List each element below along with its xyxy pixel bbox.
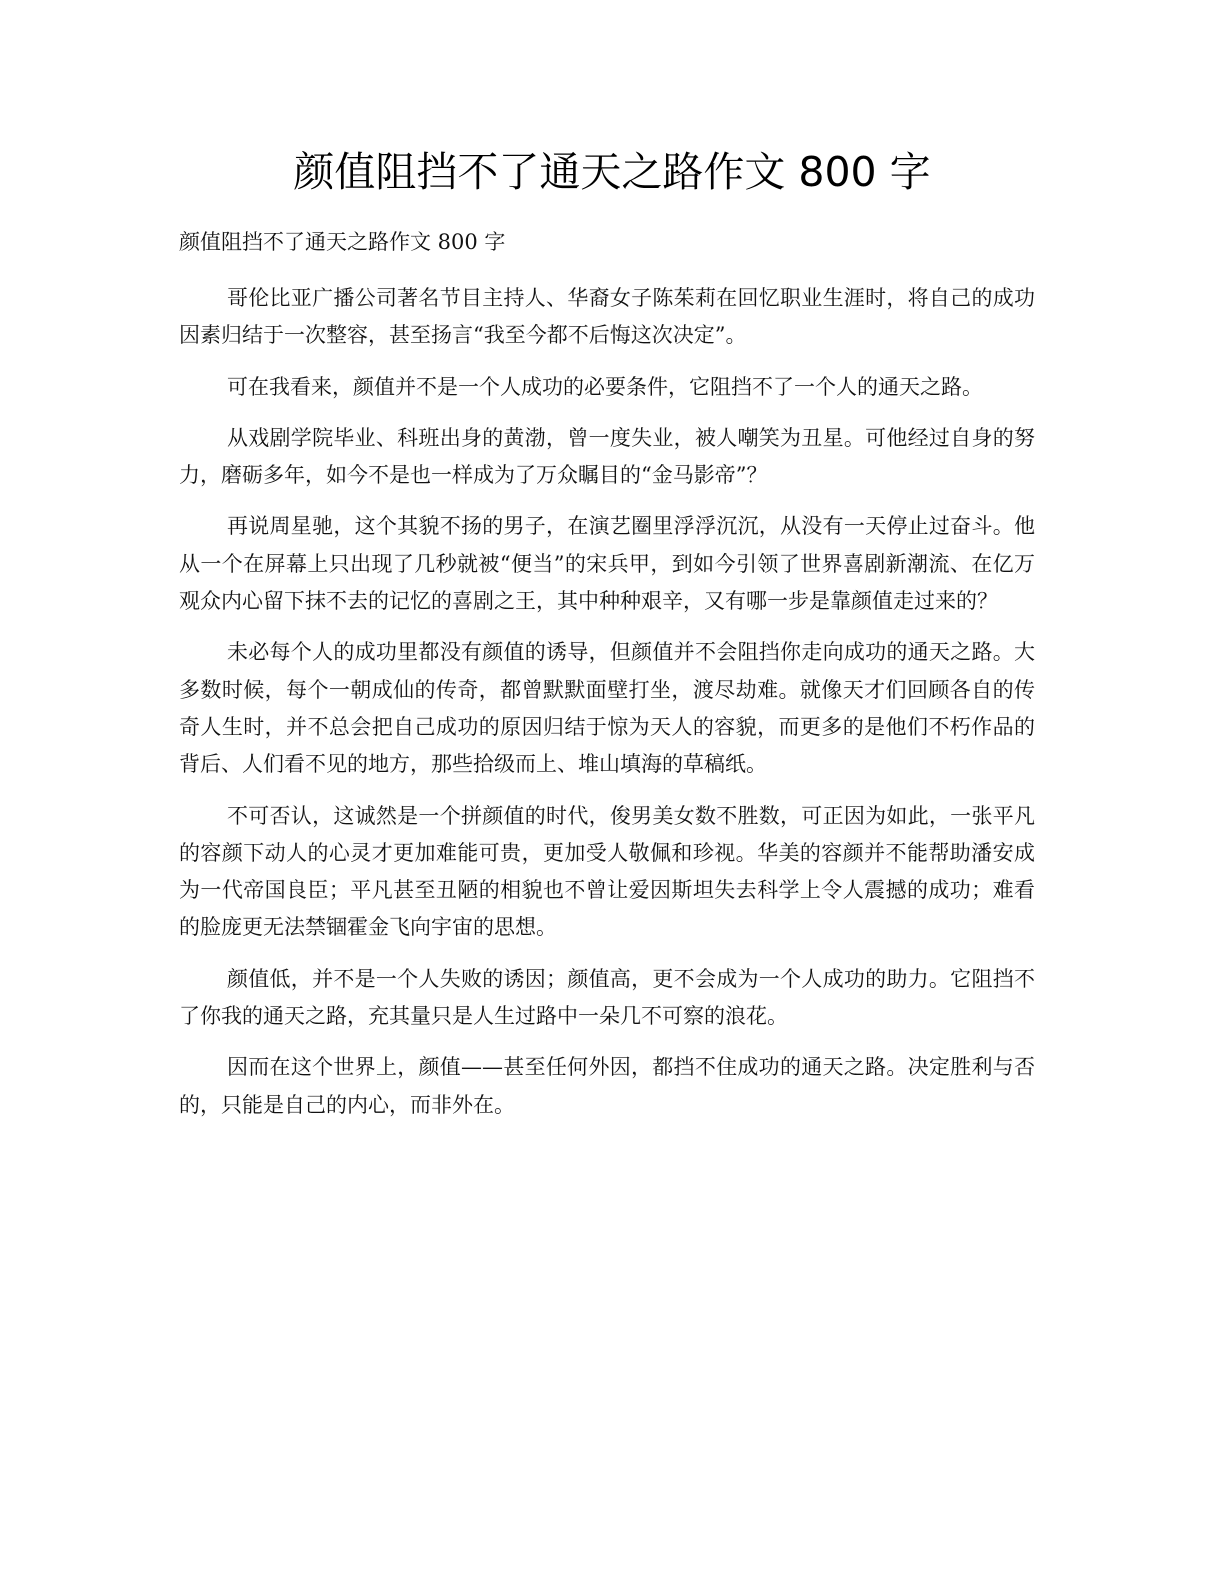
paragraph: 因而在这个世界上，颜值——甚至任何外因，都挡不住成功的通天之路。决定胜利与否的，只能是自己的内心，而非外在。 bbox=[179, 1055, 1035, 1117]
paragraph: 可在我看来，颜值并不是一个人成功的必要条件，它阻挡不了一个人的通天之路。 bbox=[227, 374, 983, 399]
paragraph: 不可否认，这诚然是一个拼颜值的时代，俊男美女数不胜数，可正因为如此，一张平凡的容颜下动人的心灵才更加难能可贵，更加受人敬佩和珍视。华美的容颜并不能帮助潘安成为一代帝国良臣；平凡甚至丑陋的相貌也不曾让爱因斯坦失去科学上令人震撼的成功；难看的脸庞更无法禁锢霍金飞向宇宙的思想。 bbox=[179, 803, 1035, 940]
paragraph: 颜值低，并不是一个人失败的诱因；颜值高，更不会成为一个人成功的助力。它阻挡不了你我的通天之路，充其量只是人生过路中一朵几不可察的浪花。 bbox=[179, 966, 1035, 1029]
paragraph: 未必每个人的成功里都没有颜值的诱导，但颜值并不会阻挡你走向成功的通天之路。大多数时候，每个一朝成仙的传奇，都曾默默面壁打坐，渡尽劫难。就像天才们回顾各自的传奇人生时，并不总会把自己成功的原因归结于惊为天人的容貌，而更多的是他们不朽作品的背后、人们看不见的地方，那些拾级而上、堆山填海的草稿纸。 bbox=[179, 640, 1035, 777]
paragraph: 从戏剧学院毕业、科班出身的黄渤，曾一度失业，被人嘲笑为丑星。可他经过自身的努力，磨砺多年，如今不是也一样成为了万众瞩目的“金马影帝”？ bbox=[179, 425, 1035, 488]
article-subtitle: 颜值阻挡不了通天之路作文 800 字 bbox=[179, 230, 506, 254]
page-title: 颜值阻挡不了通天之路作文 800 字 bbox=[293, 148, 931, 196]
paragraph: 再说周星驰，这个其貌不扬的男子，在演艺圈里浮浮沉沉，从没有一天停止过奋斗。他从一个在屏幕上只出现了几秒就被“便当”的宋兵甲，到如今引领了世界喜剧新潮流、在亿万观众内心留下抹不去的记忆的喜剧之王，其中种种艰辛，又有哪一步是靠颜值走过来的？ bbox=[179, 514, 1035, 614]
article-body bbox=[179, 224, 1035, 1124]
paragraph: 哥伦比亚广播公司著名节目主持人、华裔女子陈茱莉在回忆职业生涯时，将自己的成功因素归结于一次整容，甚至扬言“我至今都不后悔这次决定”。 bbox=[179, 286, 1035, 348]
